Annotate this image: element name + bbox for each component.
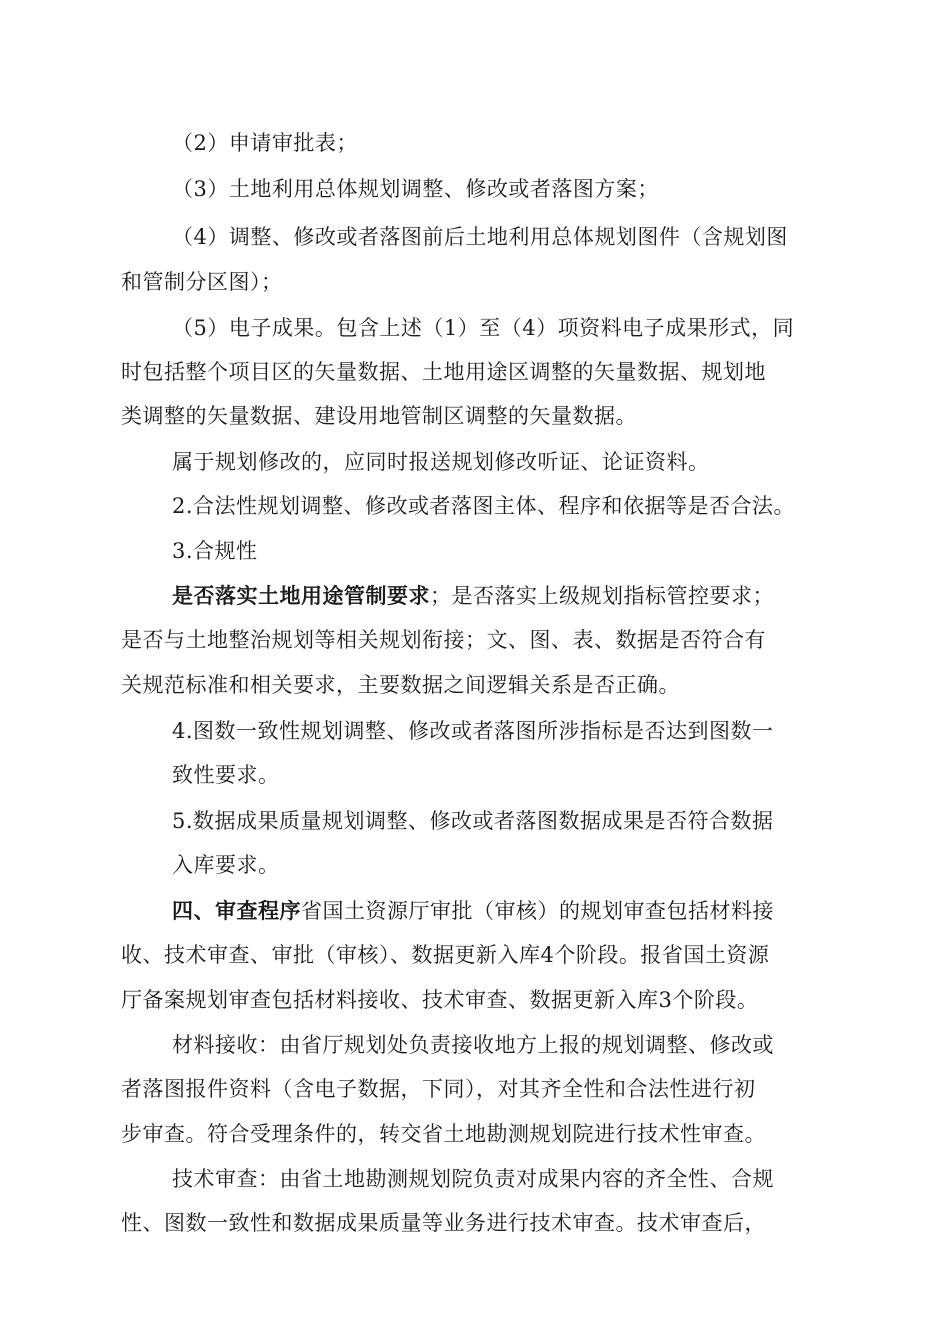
list-item-4-line-1: （4）调整、修改或者落图前后土地利用总体规划图件（含规划图 bbox=[172, 225, 788, 249]
section-consistency-line-2: 致性要求。 bbox=[172, 763, 280, 787]
material-receipt-line-3: 步审查。符合受理条件的，转交省土地勘测规划院进行技术性审查。 bbox=[121, 1122, 766, 1146]
compliance-line-3: 关规范标准和相关要求，主要数据之间逻辑关系是否正确。 bbox=[121, 673, 680, 697]
list-item-5-line-3: 类调整的矢量数据、建设用地管制区调整的矢量数据。 bbox=[121, 404, 637, 428]
material-receipt-line-2: 者落图报件资料（含电子数据，下同），对其齐全性和合法性进行初 bbox=[121, 1077, 756, 1101]
compliance-bold-phrase: 是否落实土地用途管制要求 bbox=[172, 583, 430, 608]
section-quality-line-2: 入库要求。 bbox=[172, 853, 280, 877]
review-procedure-heading: 四、审查程序 bbox=[172, 898, 301, 923]
list-item-5-line-2: 时包括整个项目区的矢量数据、土地用途区调整的矢量数据、规划地 bbox=[121, 360, 766, 384]
paragraph-modification-note: 属于规划修改的，应同时报送规划修改听证、论证资料。 bbox=[172, 450, 710, 474]
review-procedure-line-2: 收、技术审查、审批（审核）、数据更新入库4个阶段。报省国土资源 bbox=[121, 943, 770, 967]
review-procedure-line-3: 厅备案规划审查包括材料接收、技术审查、数据更新入库3个阶段。 bbox=[121, 988, 759, 1012]
list-item-2: （2）申请审批表； bbox=[172, 131, 358, 155]
compliance-rest: ；是否落实上级规划指标管控要求； bbox=[430, 584, 774, 608]
technical-review-line-1: 技术审查：由省土地勘测规划院负责对成果内容的齐全性、合规 bbox=[172, 1167, 774, 1191]
compliance-line-1 bbox=[172, 581, 774, 611]
section-legality: 2.合法性规划调整、修改或者落图主体、程序和依据等是否合法。 bbox=[172, 494, 796, 518]
section-quality-line-1: 5.数据成果质量规划调整、修改或者落图数据成果是否符合数据 bbox=[172, 809, 774, 833]
section-compliance-heading: 3.合规性 bbox=[172, 539, 258, 563]
list-item-3: （3）土地利用总体规划调整、修改或者落图方案； bbox=[172, 177, 659, 201]
review-procedure-text: 省国土资源厅审批（审核）的规划审查包括材料接 bbox=[301, 899, 774, 923]
review-procedure-line-1 bbox=[172, 896, 774, 926]
section-consistency-line-1: 4.图数一致性规划调整、修改或者落图所涉指标是否达到图数一 bbox=[172, 719, 774, 743]
list-item-4-line-2: 和管制分区图）； bbox=[121, 270, 283, 294]
compliance-line-2: 是否与土地整治规划等相关规划衔接；文、图、表、数据是否符合有 bbox=[121, 628, 766, 652]
technical-review-line-2: 性、图数一致性和数据成果质量等业务进行技术审查。技术审查后， bbox=[121, 1211, 766, 1235]
list-item-5-line-1: （5）电子成果。包含上述（1）至（4）项资料电子成果形式，同 bbox=[172, 316, 795, 340]
material-receipt-line-1: 材料接收：由省厅规划处负责接收地方上报的规划调整、修改或 bbox=[172, 1033, 774, 1057]
